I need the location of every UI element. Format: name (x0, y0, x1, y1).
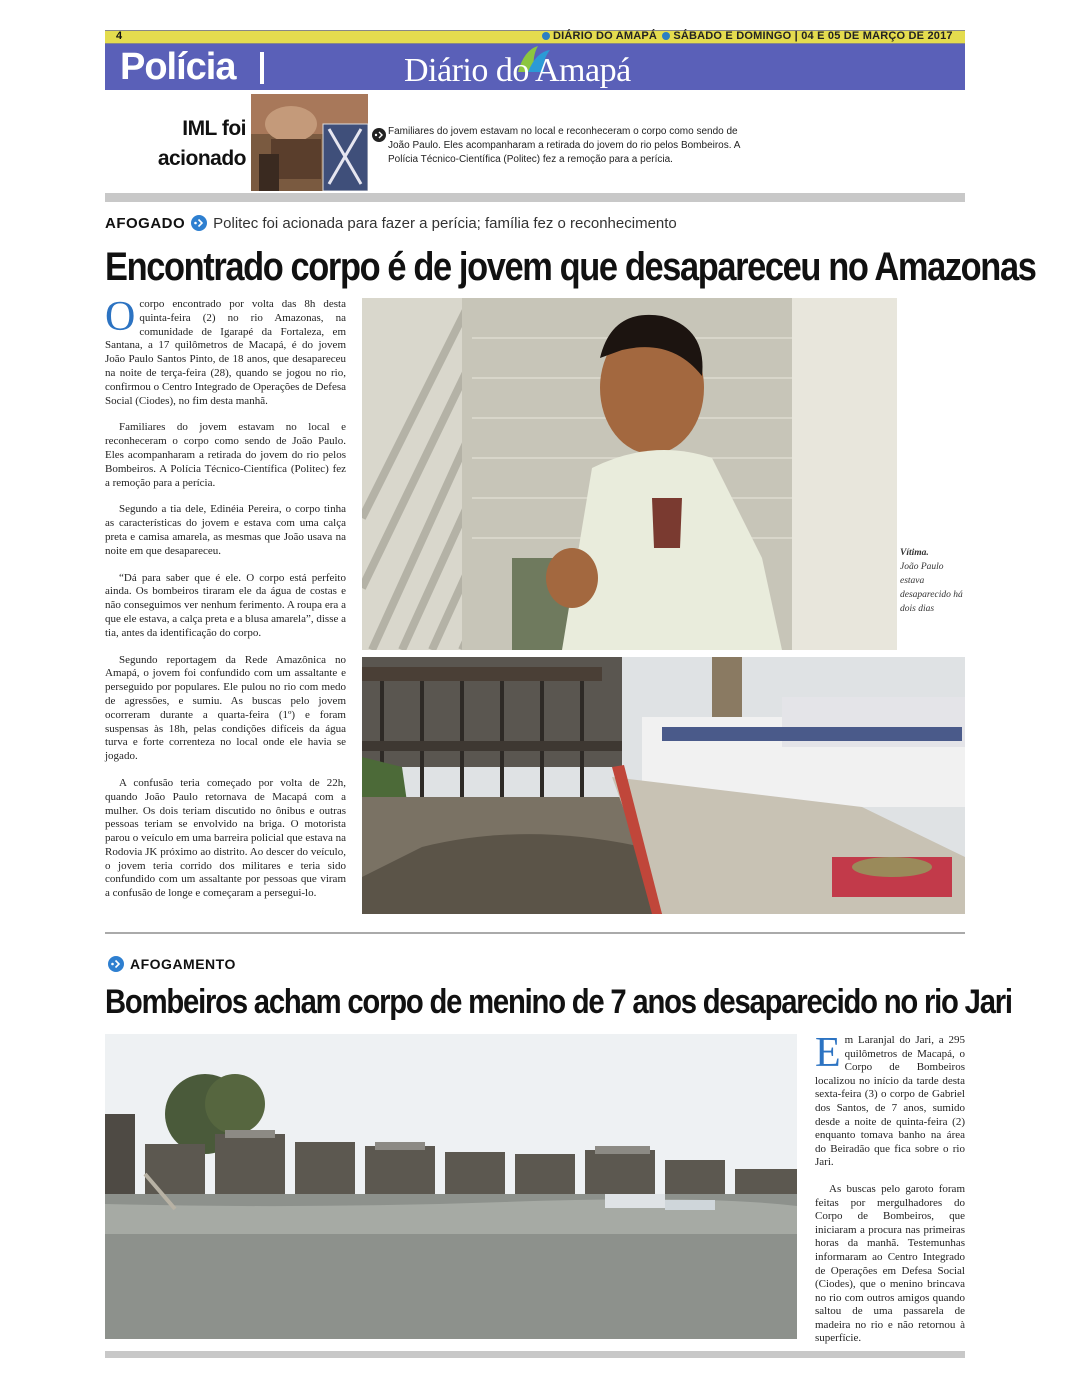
arrow-circle-icon (372, 128, 386, 147)
caption-label: Vítima. (900, 548, 929, 558)
divider (105, 1351, 965, 1358)
divider (105, 193, 965, 202)
dock-photo (362, 657, 965, 914)
kicker-label: AFOGADO (105, 215, 186, 232)
date-line (540, 30, 953, 42)
paragraph: “Dá para saber que é ele. O corpo está perfeito ainda. Os bombeiros tiraram ele da água de costas e não conseguimos ver nenhum ferimento. A roupa era a que ele estava, a calça preta e a blusa amarela”, disse a tia, antes da identificação do corpo. (105, 571, 346, 639)
bullet-icon (542, 32, 550, 40)
paragraph: m Laranjal do Jari, a 295 quilômetros de Macapá, o Corpo de Bombeiros localizou no início da tarde desta sexta-feira (3) o corpo de Gabriel dos Santos, de 7 anos, sumido desde a noite de quinta-feira (2) enquanto tomava banho na área do Beiradão que fica sobre o rio Jari. (815, 1034, 965, 1169)
caption-text: João Paulo estava desaparecido há dois dias (900, 562, 963, 614)
teaser-text: Familiares do jovem estavam no local e reconheceram o corpo como sendo de João Paulo. Eles acompanharam a retirada do jovem do rio pelos Bombeiros. A Polícia Técnico-Científica (Politec) fez a remoção para a perícia. (388, 126, 740, 165)
arrow-circle-icon (108, 956, 124, 972)
paper-name: DIÁRIO DO AMAPÁ (553, 30, 658, 42)
story1-kicker (105, 215, 677, 232)
victim-photo (362, 298, 897, 650)
paragraph: corpo encontrado por volta das 8h desta quinta-feira (2) no rio Amazonas, na comunidade de Igarapé da Fortaleza, em Santana, a 17 quilômetros de Macapá, é do jovem João Paulo Santos Pinto, de 18 anos, que desapareceu na noite de terça-feira (28), quando se jogou no rio, confirmou o Centro Integrado de Operações de Defesa Social (Ciodes), no fim desta manhã. (105, 298, 346, 407)
story2-headline: Bombeiros acham corpo de menino de 7 anos desaparecido no rio Jari (105, 983, 1012, 1021)
paragraph: Segundo a tia dele, Edinéia Pereira, o corpo tinha as características do jovem e estava com uma calça preta e camisa amarela, as mesmas que João usava na noite em que desapareceu. (105, 503, 346, 557)
kicker-label: AFOGAMENTO (130, 956, 236, 972)
story2-kicker (108, 956, 236, 972)
page-number: 4 (116, 30, 123, 42)
section-title: Polícia (120, 46, 236, 88)
dropcap: O (105, 294, 136, 340)
paragraph: Segundo reportagem da Rede Amazônica no Amapá, o jovem foi confundido com um assaltante e perseguido por populares. Ele pulou no rio com medo de agressões, e sumiu. As buscas pelo jovem ocorreram durante a quarta-feira (1º) e foram suspensas às 18h, pelas condições difíceis da água turva e forte correnteza no local onde ele havia se jogado. (105, 653, 346, 763)
kicker-subtitle: Politec foi acionada para fazer a perícia; família fez o reconhecimento (213, 215, 677, 232)
photo-caption (900, 546, 966, 616)
dropcap: E (815, 1030, 841, 1076)
arrow-circle-icon (191, 215, 207, 231)
teaser-title (150, 114, 246, 174)
river-photo (105, 1034, 797, 1339)
paragraph: A confusão teria começado por volta de 22h, quando João Paulo retornava de Macapá com a mulher. Os dois teriam discutido no ônibus e outras pessoas teriam se envolvido na briga. O motorista parou o veículo em uma barreira policial que estava na Rodovia JK próximo ao distrito. Ao descer do veículo, o jovem teria corrido dos militares e teria sido confundido com um assaltante por pessoas que viram a confusão de longe e começaram a persegui-lo. (105, 776, 346, 900)
story1-body (105, 294, 346, 914)
story1-headline: Encontrado corpo é de jovem que desapareceu no Amazonas (105, 245, 1036, 289)
edition-date: SÁBADO E DOMINGO | 04 E 05 DE MARÇO DE 2017 (673, 30, 953, 42)
teaser-photo (251, 94, 368, 191)
paragraph: Familiares do jovem estavam no local e reconheceram o corpo como sendo de João Paulo. Eles acompanharam a retirada do jovem do rio pelos Bombeiros. A Polícia Técnico-Científica (Politec) fez a remoção para a perícia. (105, 421, 346, 489)
section-divider (260, 52, 264, 84)
masthead: Diário do Amapá (404, 52, 631, 89)
teaser-title-line2: acionado (157, 147, 246, 170)
bullet-icon (662, 32, 670, 40)
story2-body (815, 1030, 965, 1346)
divider (105, 932, 965, 934)
teaser-title-line1: IML foi (182, 117, 246, 140)
paragraph: As buscas pelo garoto foram feitas por mergulhadores do Corpo de Bombeiros, que iniciaram a procura nas primeiras horas da manhã. Testemunhas informaram ao Centro Integrado de Operações em Defesa Social (Ciodes), que o menino brincava no rio com outros amigos quando saltou de uma passarela de madeira no rio e não retornou à superfície. (815, 1182, 965, 1345)
